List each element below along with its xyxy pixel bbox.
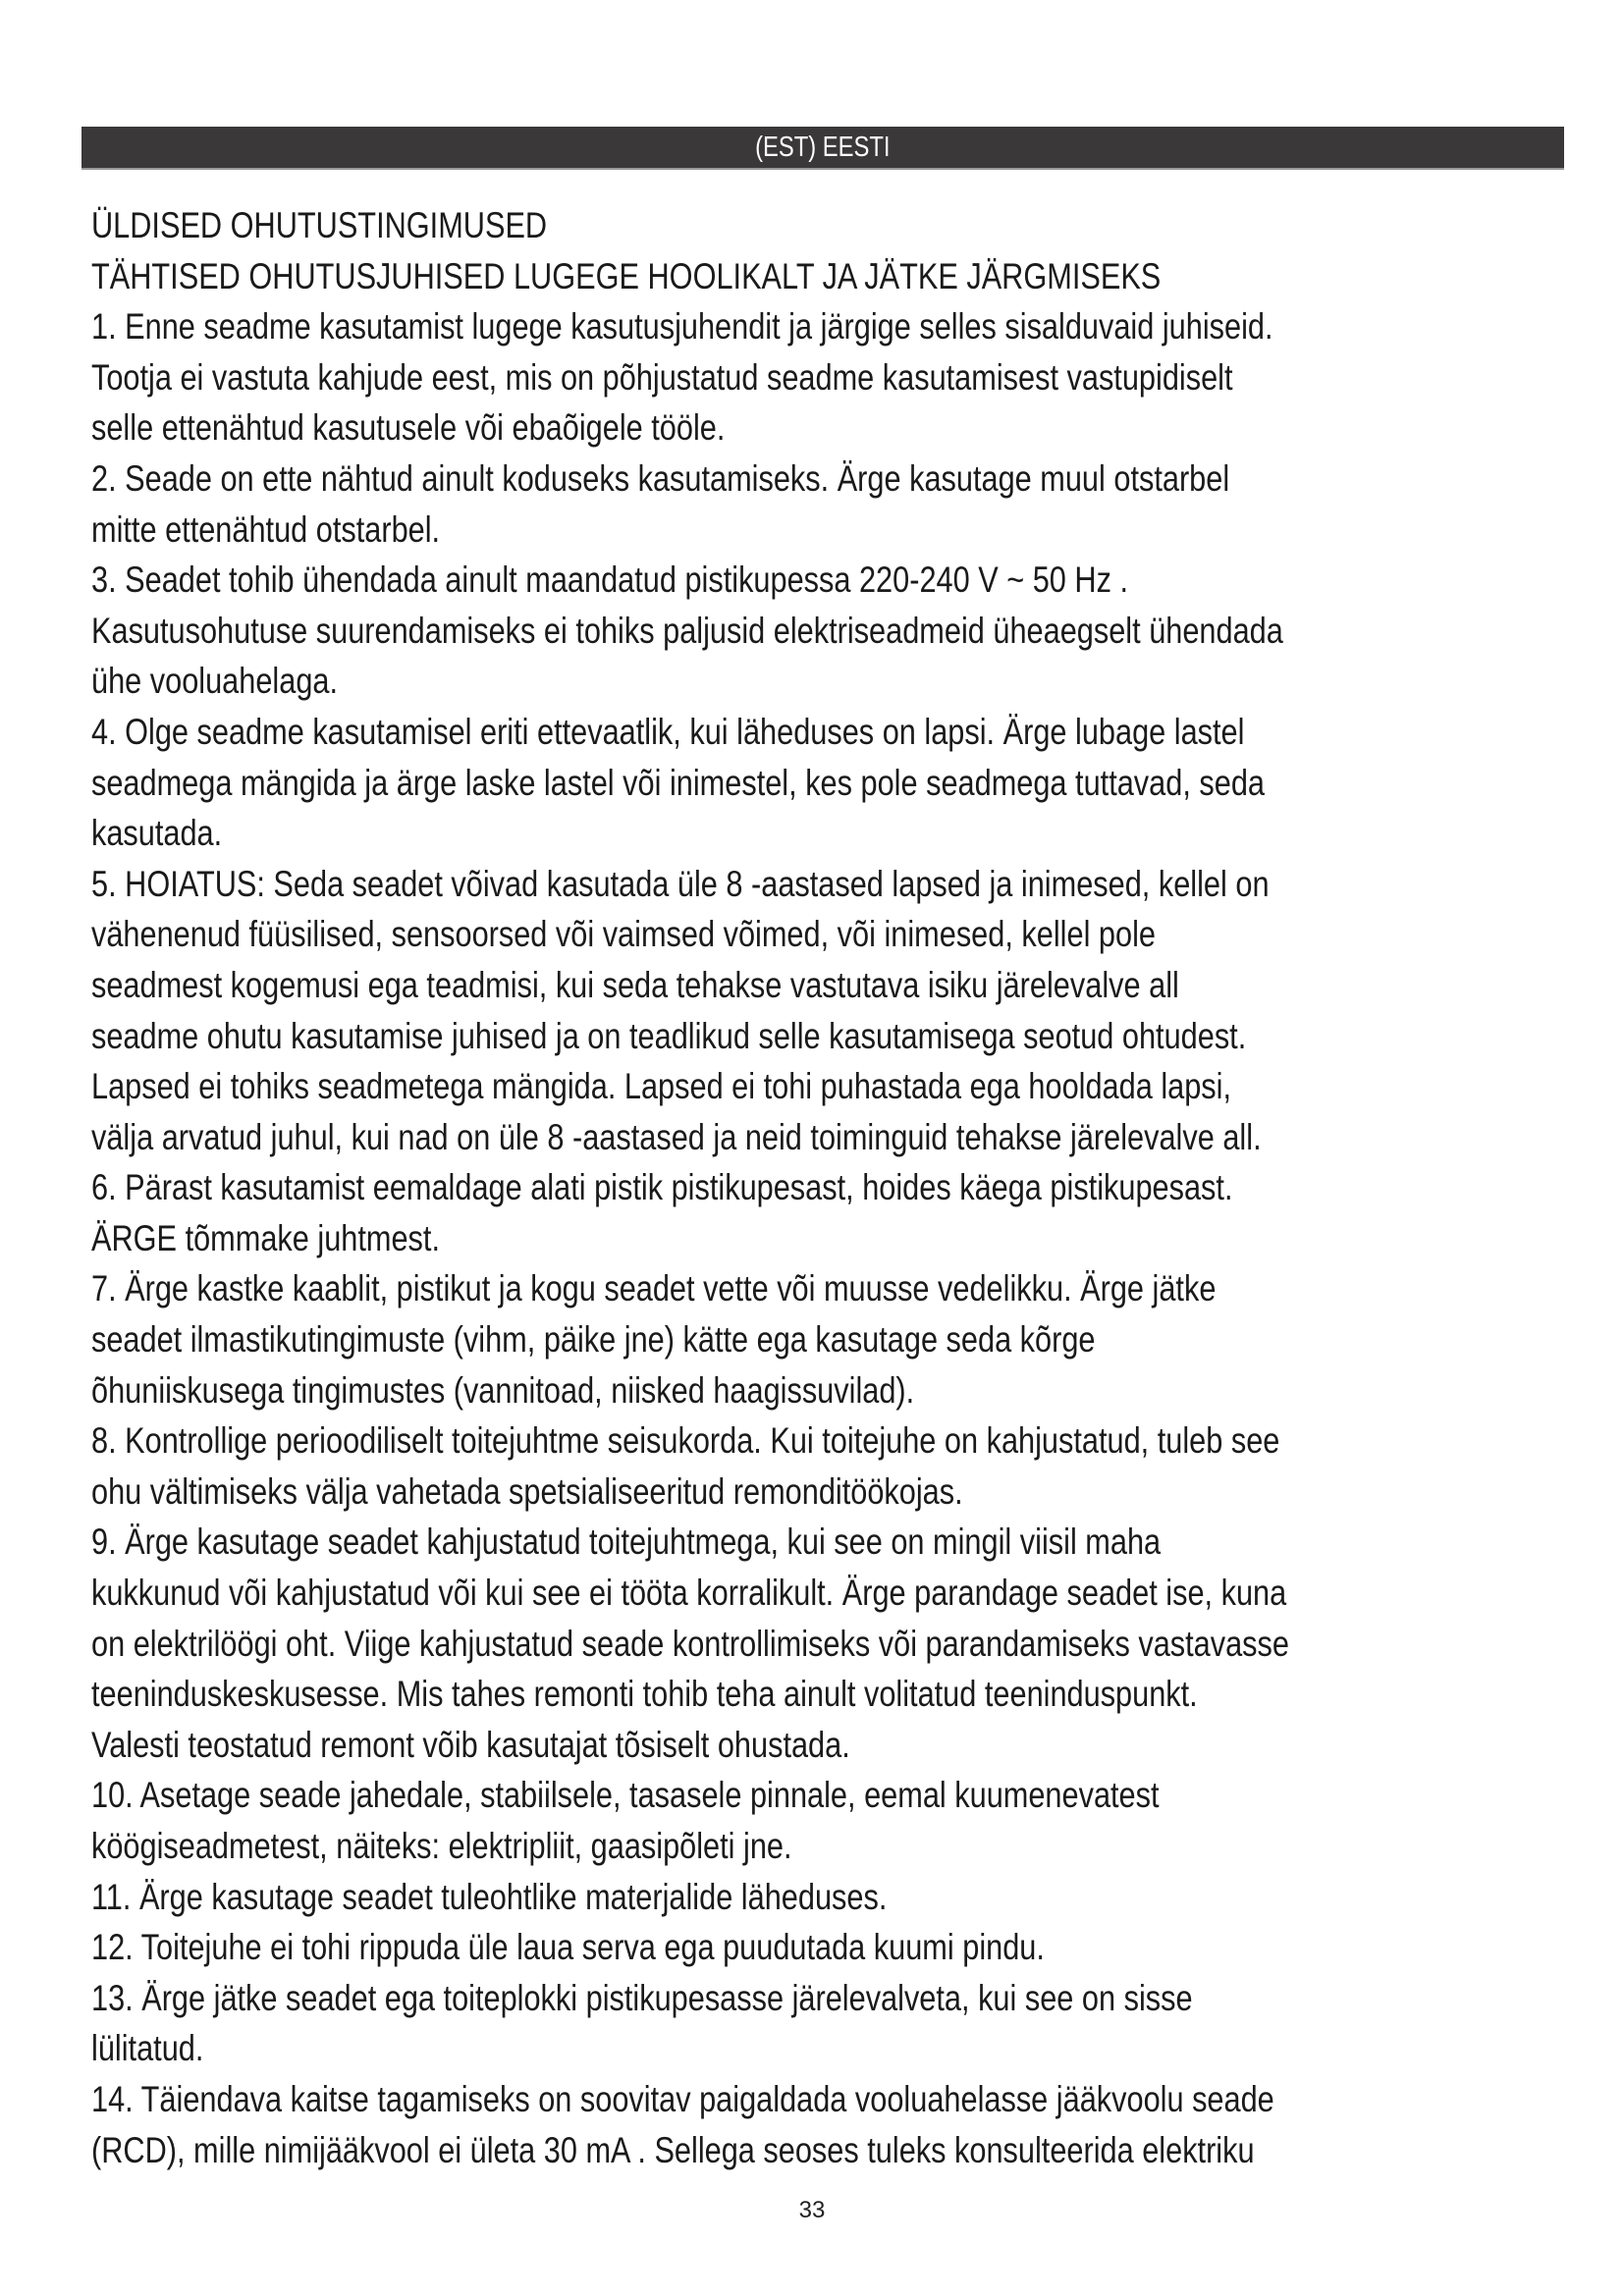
instruction-line: teeninduskeskusesse. Mis tahes remonti tohib teha ainult volitatud teeninduspunkt. [91, 1674, 1198, 1715]
instruction-line: 4. Olge seadme kasutamisel eriti ettevaatlik, kui läheduses on lapsi. Ärge lubage lastel [91, 711, 1245, 752]
instruction-line: 8. Kontrollige perioodiliselt toitejuhtme seisukorda. Kui toitejuhe on kahjustatud, tuleb see [91, 1420, 1280, 1462]
instruction-item [91, 859, 1603, 1163]
instruction-item [91, 454, 1603, 555]
instruction-line: ohu vältimiseks välja vahetada spetsialiseeritud remonditöökojas. [91, 1470, 963, 1512]
instruction-item [91, 1973, 1603, 2074]
instruction-line: on elektrilöögi oht. Viige kahjustatud seade kontrollimiseks või parandamiseks vastavasse [91, 1623, 1289, 1664]
instruction-line: Lapsed ei tohiks seadmetega mängida. Lapsed ei tohi puhastada ega hooldada lapsi, [91, 1066, 1232, 1107]
instruction-line: Kasutusohutuse suurendamiseks ei tohiks paljusid elektriseadmeid üheaegselt ühendada [91, 610, 1283, 651]
instruction-line: selle ettenähtud kasutusele või ebaõigele tööle. [91, 407, 726, 449]
language-label: (EST) EESTI [755, 132, 891, 163]
instruction-line: vähenenud füüsilised, sensoorsed või vaimsed võimed, või inimesed, kellel pole [91, 914, 1156, 955]
instruction-line: 1. Enne seadme kasutamist lugege kasutusjuhendit ja järgige selles sisalduvaid juhiseid. [91, 306, 1273, 347]
instruction-item [91, 1517, 1603, 1770]
instruction-item [91, 555, 1603, 707]
instruction-line: mitte ettenähtud otstarbel. [91, 508, 441, 550]
safety-instructions [91, 200, 1603, 2175]
page-number: 33 [798, 2197, 826, 2223]
instruction-item [91, 2074, 1603, 2175]
instruction-line: ÄRGE tõmmake juhtmest. [91, 1217, 440, 1258]
instruction-line: lülitatud. [91, 2028, 204, 2069]
instruction-line: 2. Seade on ette nähtud ainult koduseks kasutamiseks. Ärge kasutage muul otstarbel [91, 457, 1230, 499]
instruction-line: 14. Täiendava kaitse tagamiseks on soovitav paigaldada vooluahelasse jääkvoolu seade [91, 2078, 1274, 2119]
instruction-line: seadme ohutu kasutamise juhised ja on teadlikud selle kasutamisega seotud ohtudest. [91, 1015, 1247, 1056]
instruction-line: köögiseadmetest, näiteks: elektripliit, gaasipõleti jne. [91, 1826, 792, 1866]
instruction-line: 12. Toitejuhe ei tohi rippuda üle laua serva ega puudutada kuumi pindu. [91, 1927, 1045, 1968]
instruction-item [91, 1922, 1603, 1973]
instruction-line: ühe vooluahelaga. [91, 661, 339, 702]
instruction-line: 13. Ärge jätke seadet ega toiteplokki pistikupesasse järelevalveta, kui see on sisse [91, 1977, 1193, 2018]
instruction-list [91, 301, 1603, 2175]
instruction-item [91, 1162, 1603, 1263]
section-title: ÜLDISED OHUTUSTINGIMUSED [91, 205, 548, 245]
instruction-item [91, 1770, 1603, 1871]
instruction-line: 5. HOIATUS: Seda seadet võivad kasutada üle 8 -aastased lapsed ja inimesed, kellel on [91, 863, 1270, 904]
instruction-line: 11. Ärge kasutage seadet tuleohtlike materjalide läheduses. [91, 1876, 888, 1917]
instruction-line: 3. Seadet tohib ühendada ainult maandatud pistikupessa 220-240 V ~ 50 Hz . [91, 560, 1128, 601]
instruction-line: kasutada. [91, 813, 223, 854]
section-subtitle: TÄHTISED OHUTUSJUHISED LUGEGE HOOLIKALT JA JÄTKE JÄRGMISEKS [91, 255, 1162, 296]
instruction-line: 6. Pärast kasutamist eemaldage alati pistik pistikupesast, hoides käega pistikupesast. [91, 1167, 1233, 1208]
instruction-line: kukkunud või kahjustatud või kui see ei tööta korralikult. Ärge parandage seadet ise, kuna [91, 1573, 1287, 1614]
language-header-bar [81, 127, 1564, 170]
instruction-line: õhuniiskusega tingimustes (vannitoad, niisked haagissuvilad). [91, 1369, 915, 1411]
instruction-line: seadmega mängida ja ärge laske lastel või inimestel, kes pole seadmega tuttavad, seda [91, 762, 1265, 803]
instruction-line: 9. Ärge kasutage seadet kahjustatud toitejuhtmega, kui see on mingil viisil maha [91, 1522, 1162, 1563]
instruction-line: Valesti teostatud remont võib kasutajat tõsiselt ohustada. [91, 1724, 850, 1765]
instruction-line: seadmest kogemusi ega teadmisi, kui seda tehakse vastutava isiku järelevalve all [91, 964, 1179, 1005]
instruction-line: Tootja ei vastuta kahjude eest, mis on põhjustatud seadme kasutamisest vastupidiselt [91, 356, 1233, 398]
instruction-line: 10. Asetage seade jahedale, stabiilsele, tasasele pinnale, eemal kuumenevatest [91, 1775, 1160, 1816]
instruction-line: seadet ilmastikutingimuste (vihm, päike jne) kätte ega kasutage seda kõrge [91, 1319, 1096, 1361]
instruction-line: välja arvatud juhul, kui nad on üle 8 -aastased ja neid toiminguid tehakse järelevalve all. [91, 1116, 1262, 1157]
instruction-line: (RCD), mille nimijääkvool ei ületa 30 mA . Sellega seoses tuleks konsulteerida elektriku [91, 2129, 1255, 2170]
instruction-line: 7. Ärge kastke kaablit, pistikut ja kogu seadet vette või muusse vedelikku. Ärge jätke [91, 1268, 1217, 1309]
instruction-item [91, 707, 1603, 859]
instruction-item [91, 1415, 1603, 1517]
instruction-item [91, 301, 1603, 454]
instruction-item [91, 1263, 1603, 1415]
instruction-item [91, 1872, 1603, 1923]
